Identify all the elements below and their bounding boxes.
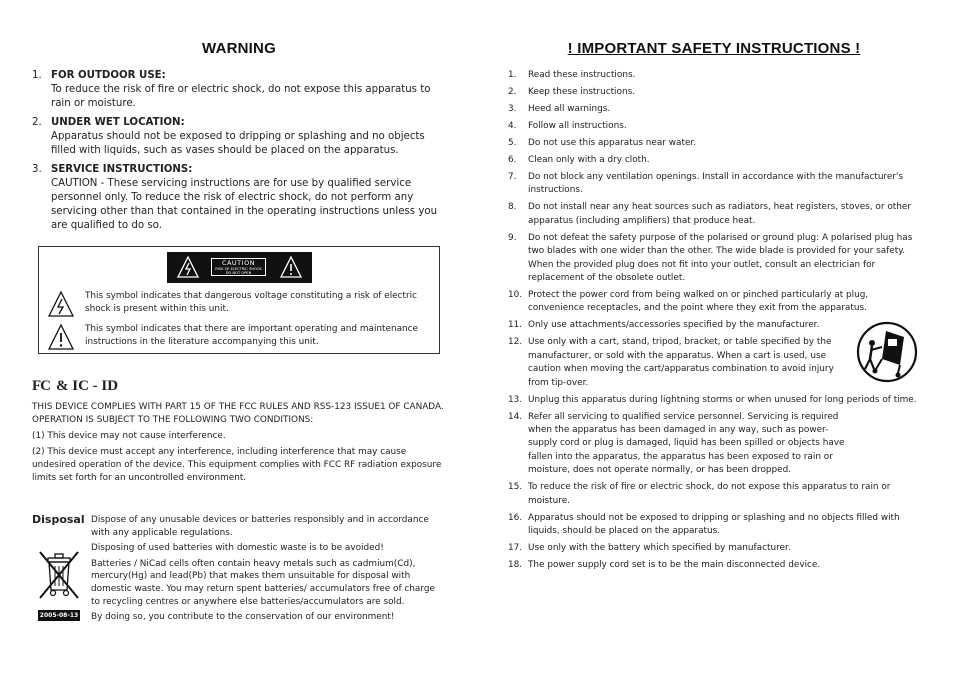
list-item xyxy=(508,542,920,555)
list-item xyxy=(508,154,920,167)
bin-date-badge: 2005-08-13 xyxy=(39,612,79,619)
warning-title: WARNING xyxy=(202,40,276,57)
list-item xyxy=(508,232,920,286)
item-text: Use only with a cart, stand, tripod, bracket, or table specified by the manufacturer, or sold with the apparatus. When a cart is used, use caution when moving the cart/apparatus combination to avoid injury from tip-over. xyxy=(528,337,834,388)
item-text: Do not block any ventilation openings. Install in accordance with the manufacturer's instructions. xyxy=(528,172,904,196)
caution-label xyxy=(167,252,312,283)
item-number: 3. xyxy=(32,164,42,175)
fcc-heading xyxy=(32,378,446,395)
item-text: Clean only with a dry cloth. xyxy=(528,155,650,165)
item-number: 5. xyxy=(508,138,517,148)
caution-box xyxy=(38,246,440,354)
item-number: 10. xyxy=(508,290,523,301)
item-text: To reduce the risk of fire or electric shock, do not expose this apparatus to rain or moisture. xyxy=(528,482,891,506)
item-number: 2. xyxy=(508,87,517,97)
item-text: Apparatus should not be exposed to dripping or splashing and no objects filled with liquids, such as vases should be placed on the apparatus. xyxy=(51,131,425,156)
list-item xyxy=(32,116,446,158)
list-item xyxy=(508,103,920,116)
item-text: Refer all servicing to qualified service personnel. Servicing is required when the apparatus has been damaged in any way, such as power-supply cord or plug is damaged, liquid has been spilled or objects have fallen into the apparatus, the apparatus has been exposed to rain or moisture, does not operate normally, or has been dropped. xyxy=(528,411,845,476)
item-text: Only use attachments/accessories specified by the manufacturer. xyxy=(528,320,820,331)
crossed-out-bin-icon xyxy=(36,546,82,602)
list-item xyxy=(508,69,920,82)
fcc-paragraph: THIS DEVICE COMPLIES WITH PART 15 OF THE FCC RULES AND RSS-123 ISSUE1 OF CANADA. OPERATION IS SUBJECT TO THE FOLLOWING TWO CONDITIONS: xyxy=(32,402,444,425)
disposal-paragraph: By doing so, you contribute to the conservation of our environment! xyxy=(91,612,395,623)
exclamation-triangle-icon xyxy=(280,256,302,278)
item-text: To reduce the risk of fire or electric shock, do not expose this apparatus to rain or moisture. xyxy=(51,84,431,109)
disposal-paragraph: Batteries / NiCad cells often contain heavy metals such as cadmium(Cd), mercury(Hg) and lead(Pb) that makes them unsuitable for disposal with domestic waste. You may return spent batteries/ accumulators free of charge to recycling centres or anywhere else batteries/accumulators are sold. xyxy=(91,558,435,607)
list-item xyxy=(508,137,920,150)
list-item xyxy=(508,559,920,572)
item-text: Keep these instructions. xyxy=(528,87,636,97)
item-text: Apparatus should not be exposed to dripping or splashing and no objects filled with liquids, should be placed on the apparatus. xyxy=(528,512,900,537)
warning-section xyxy=(32,40,446,238)
list-item xyxy=(508,120,920,133)
item-number: 1. xyxy=(32,70,42,81)
fcc-title: & IC - ID xyxy=(56,378,119,394)
safety-title: ! IMPORTANT SAFETY INSTRUCTIONS ! xyxy=(567,40,861,57)
item-number: 12. xyxy=(508,337,523,348)
disposal-paragraph: Disposing of used batteries with domestic waste is to be avoided! xyxy=(91,543,384,554)
caution-sub1: RISK OF ELECTRIC SHOCK xyxy=(215,267,262,271)
item-number: 15. xyxy=(508,482,523,493)
exclamation-triangle-icon xyxy=(47,323,75,351)
safety-section xyxy=(508,40,920,576)
item-number: 16. xyxy=(508,512,523,523)
item-text: Unplug this apparatus during lightning storms or when unused for long periods of time. xyxy=(528,394,917,405)
list-item xyxy=(32,163,446,233)
lightning-triangle-icon xyxy=(47,290,75,318)
symbol-description: This symbol indicates that there are important operating and maintenance instructions in the literature accompanying this unit. xyxy=(85,324,419,347)
item-number: 1. xyxy=(508,70,517,80)
list-item xyxy=(508,394,920,407)
lightning-triangle-icon xyxy=(177,256,199,278)
list-item xyxy=(508,201,920,228)
list-item xyxy=(508,171,920,198)
disposal-text xyxy=(91,514,446,627)
item-number: 17. xyxy=(508,543,523,554)
item-text: The power supply cord set is to be the main disconnected device. xyxy=(528,560,821,571)
cart-tip-over-icon xyxy=(856,321,918,383)
warning-list xyxy=(32,69,446,233)
item-number: 3. xyxy=(508,104,517,114)
list-item xyxy=(508,411,920,478)
item-number: 6. xyxy=(508,155,517,165)
item-text: Do not use this apparatus near water. xyxy=(528,138,697,148)
item-heading: SERVICE INSTRUCTIONS: xyxy=(51,164,193,175)
item-number: 4. xyxy=(508,121,517,131)
list-item xyxy=(32,69,446,111)
item-text: Do not defeat the safety purpose of the polarised or ground plug: A polarised plug has two blades with one wider than the other. The wide blade is provided for your safety. When the provided plug does not fit into your outlet, consult an electrician for replacement of the obsolete outlet. xyxy=(528,232,913,284)
item-number: 8. xyxy=(508,202,517,213)
disposal-paragraph: Dispose of any unusable devices or batteries responsibly and in accordance with any applicable regulations. xyxy=(91,515,429,538)
item-heading: UNDER WET LOCATION: xyxy=(51,117,185,128)
item-text: Heed all warnings. xyxy=(528,104,611,114)
item-text: Follow all instructions. xyxy=(528,121,627,131)
item-number: 9. xyxy=(508,232,517,243)
item-heading: FOR OUTDOOR USE: xyxy=(51,70,166,81)
list-item xyxy=(508,86,920,99)
list-item xyxy=(508,481,920,508)
item-text: Do not install near any heat sources such as radiators, heat registers, stoves, or other apparatus (including amplifiers) that produce heat. xyxy=(528,202,911,226)
item-number: 11. xyxy=(508,320,523,331)
fcc-paragraph: (2) This device must accept any interference, including interference that may cause undesired operation of the device. This equipment complies with FCC RF radiation exposure limits set forth for an uncontrolled environment. xyxy=(32,447,442,483)
caution-sub2: DO NOT OPEN xyxy=(225,271,252,276)
list-item xyxy=(508,512,920,539)
fcc-logo-icon: FC xyxy=(32,378,50,394)
list-item xyxy=(508,289,920,316)
item-text: Protect the power cord from being walked on or pinched particularly at plug, convenience receptacles, and the point where they exit from the apparatus. xyxy=(528,290,869,314)
item-number: 18. xyxy=(508,560,523,571)
caution-inner-frame xyxy=(211,258,266,276)
item-number: 7. xyxy=(508,172,517,182)
caution-word: CAUTION xyxy=(221,259,256,267)
item-number: 13. xyxy=(508,394,523,405)
item-text: Read these instructions. xyxy=(528,70,636,80)
item-text: CAUTION - These servicing instructions are for use by qualified service personnel only. To reduce the risk of electric shock, do not perform any servicing other than that contained in the operating instructions unless you are qualified to do so. xyxy=(51,178,438,231)
symbol-description: This symbol indicates that dangerous voltage constituting a risk of electric shock is present within this unit. xyxy=(85,291,417,314)
fcc-section xyxy=(32,378,446,488)
fcc-paragraph: (1) This device may not cause interference. xyxy=(32,431,226,441)
disposal-title: Disposal xyxy=(32,513,85,526)
item-number: 2. xyxy=(32,117,42,128)
item-number: 14. xyxy=(508,411,523,422)
item-text: Use only with the battery which specified by manufacturer. xyxy=(528,543,791,554)
